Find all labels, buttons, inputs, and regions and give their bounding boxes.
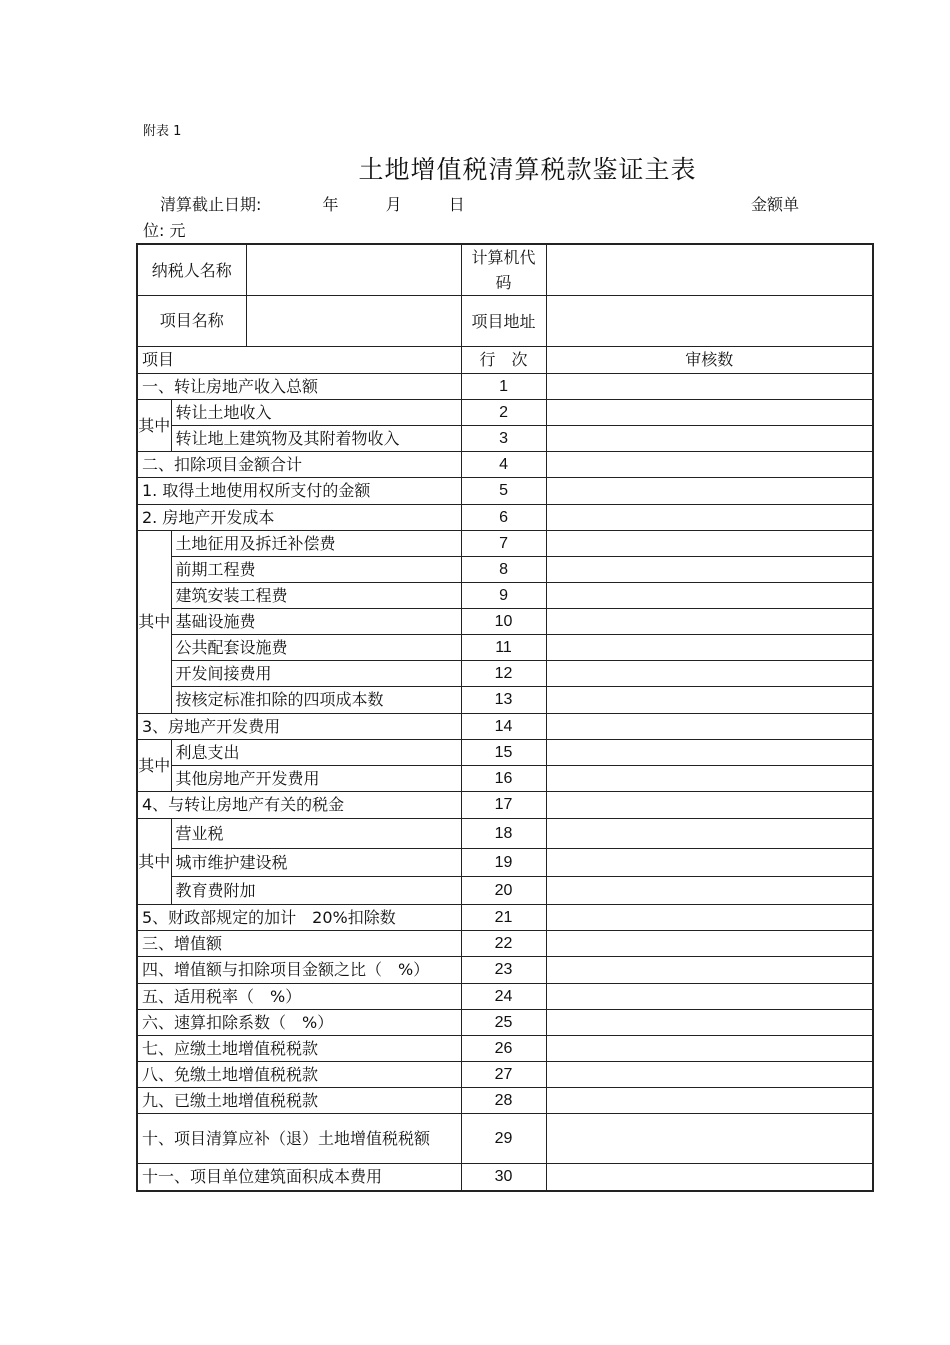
row-number: 22 <box>461 931 546 957</box>
table-row <box>137 905 873 931</box>
project-row <box>137 296 873 347</box>
row-number: 21 <box>461 905 546 931</box>
audit-value-cell[interactable] <box>546 740 873 766</box>
row-label: 3、房地产开发费用 <box>137 714 461 740</box>
row-label: 基础设施费 <box>171 609 461 635</box>
table-row <box>137 819 873 849</box>
row-number: 5 <box>461 478 546 505</box>
table-row <box>137 1036 873 1062</box>
row-label: 转让地上建筑物及其附着物收入 <box>171 426 461 452</box>
row-number: 6 <box>461 505 546 531</box>
computer-code-value[interactable] <box>546 244 873 296</box>
row-label: 转让土地收入 <box>171 400 461 426</box>
audit-value-cell[interactable] <box>546 505 873 531</box>
row-label: 九、已缴土地增值税税款 <box>137 1088 461 1114</box>
audit-value-cell[interactable] <box>546 792 873 819</box>
audit-value-cell[interactable] <box>546 984 873 1010</box>
table-row <box>137 505 873 531</box>
table-row <box>137 400 873 426</box>
row-number: 11 <box>461 635 546 661</box>
row-number: 15 <box>461 740 546 766</box>
table-row <box>137 635 873 661</box>
taxpayer-name-value[interactable] <box>246 244 461 296</box>
row-label: 教育费附加 <box>171 877 461 905</box>
table-row <box>137 931 873 957</box>
amount-unit-label-cont: 位: 元 <box>143 221 186 240</box>
row-number: 27 <box>461 1062 546 1088</box>
audit-value-cell[interactable] <box>546 1036 873 1062</box>
taxpayer-row <box>137 244 873 296</box>
row-label: 四、增值额与扣除项目金额之比（ %） <box>137 957 461 984</box>
project-name-label: 项目名称 <box>137 296 246 347</box>
project-name-value[interactable] <box>246 296 461 347</box>
row-label: 建筑安装工程费 <box>171 583 461 609</box>
table-row <box>137 687 873 714</box>
row-label: 土地征用及拆迁补偿费 <box>171 531 461 557</box>
sub-items-label: 其中 <box>137 400 171 452</box>
row-number: 16 <box>461 766 546 792</box>
table-row <box>137 1062 873 1088</box>
year-label: 年 <box>322 195 339 214</box>
audit-value-cell[interactable] <box>546 583 873 609</box>
table-row <box>137 740 873 766</box>
audit-value-cell[interactable] <box>546 531 873 557</box>
audit-value-cell[interactable] <box>546 1062 873 1088</box>
row-label: 城市维护建设税 <box>171 849 461 877</box>
audit-value-cell[interactable] <box>546 374 873 400</box>
row-number: 26 <box>461 1036 546 1062</box>
row-number: 7 <box>461 531 546 557</box>
row-label: 2. 房地产开发成本 <box>137 505 461 531</box>
row-number: 1 <box>461 374 546 400</box>
audit-value-cell[interactable] <box>546 957 873 984</box>
page-title: 土地增值税清算税款鉴证主表 <box>358 155 697 184</box>
amount-unit-label: 金额单 <box>751 195 800 214</box>
table-row <box>137 984 873 1010</box>
audit-value-cell[interactable] <box>546 905 873 931</box>
day-label: 日 <box>448 195 465 214</box>
row-label: 二、扣除项目金额合计 <box>137 452 461 478</box>
cutoff-date-label: 清算截止日期: <box>160 195 262 214</box>
table-row <box>137 714 873 740</box>
audit-value-cell[interactable] <box>546 849 873 877</box>
row-number: 24 <box>461 984 546 1010</box>
row-label: 三、增值额 <box>137 931 461 957</box>
audit-value-cell[interactable] <box>546 819 873 849</box>
audit-value-cell[interactable] <box>546 877 873 905</box>
row-label: 前期工程费 <box>171 557 461 583</box>
row-label: 4、与转让房地产有关的税金 <box>137 792 461 819</box>
audit-value-cell[interactable] <box>546 1010 873 1036</box>
table-row <box>137 849 873 877</box>
table-row <box>137 583 873 609</box>
table-row <box>137 452 873 478</box>
table-row <box>137 1164 873 1191</box>
row-number: 4 <box>461 452 546 478</box>
column-header-line: 行 次 <box>461 347 546 374</box>
row-label: 六、速算扣除系数（ %） <box>137 1010 461 1036</box>
audit-value-cell[interactable] <box>546 478 873 505</box>
audit-value-cell[interactable] <box>546 557 873 583</box>
row-number: 20 <box>461 877 546 905</box>
row-label: 一、转让房地产收入总额 <box>137 374 461 400</box>
row-number: 23 <box>461 957 546 984</box>
audit-value-cell[interactable] <box>546 609 873 635</box>
audit-value-cell[interactable] <box>546 1114 873 1164</box>
row-label: 5、财政部规定的加计 20%扣除数 <box>137 905 461 931</box>
project-address-label: 项目地址 <box>461 296 546 347</box>
audit-value-cell[interactable] <box>546 687 873 714</box>
sub-items-label: 其中 <box>137 531 171 714</box>
row-number: 12 <box>461 661 546 687</box>
row-number: 2 <box>461 400 546 426</box>
row-label: 利息支出 <box>171 740 461 766</box>
row-label: 营业税 <box>171 819 461 849</box>
computer-code-label: 计算机代码 <box>461 244 546 296</box>
audit-value-cell[interactable] <box>546 661 873 687</box>
table-row <box>137 609 873 635</box>
audit-value-cell[interactable] <box>546 766 873 792</box>
column-header-row <box>137 347 873 374</box>
row-number: 8 <box>461 557 546 583</box>
table-row <box>137 426 873 452</box>
row-label: 开发间接费用 <box>171 661 461 687</box>
audit-value-cell[interactable] <box>546 1164 873 1191</box>
row-number: 19 <box>461 849 546 877</box>
column-header-audit: 审核数 <box>546 347 873 374</box>
table-row <box>137 957 873 984</box>
row-number: 29 <box>461 1114 546 1164</box>
row-number: 3 <box>461 426 546 452</box>
row-label: 七、应缴土地增值税税款 <box>137 1036 461 1062</box>
row-label: 1. 取得土地使用权所支付的金额 <box>137 478 461 505</box>
row-number: 17 <box>461 792 546 819</box>
sub-items-label: 其中 <box>137 740 171 792</box>
row-label: 十、项目清算应补（退）土地增值税税额 <box>137 1114 461 1164</box>
month-label: 月 <box>385 195 402 214</box>
row-label: 十一、项目单位建筑面积成本费用 <box>137 1164 461 1191</box>
row-label: 五、适用税率（ %） <box>137 984 461 1010</box>
row-number: 18 <box>461 819 546 849</box>
row-number: 28 <box>461 1088 546 1114</box>
row-label: 按核定标准扣除的四项成本数 <box>171 687 461 714</box>
audit-value-cell[interactable] <box>546 714 873 740</box>
audit-value-cell[interactable] <box>546 1088 873 1114</box>
row-number: 30 <box>461 1164 546 1191</box>
table-row <box>137 478 873 505</box>
column-header-item: 项目 <box>137 347 461 374</box>
table-row <box>137 1088 873 1114</box>
audit-value-cell[interactable] <box>546 931 873 957</box>
row-number: 13 <box>461 687 546 714</box>
project-address-value[interactable] <box>546 296 873 347</box>
table-row <box>137 374 873 400</box>
audit-value-cell[interactable] <box>546 635 873 661</box>
sub-items-label: 其中 <box>137 819 171 905</box>
cutoff-date-line <box>160 192 465 215</box>
audit-value-cell[interactable] <box>546 452 873 478</box>
table-row <box>137 877 873 905</box>
row-label: 八、免缴土地增值税税款 <box>137 1062 461 1088</box>
verification-table <box>136 243 874 1192</box>
table-row <box>137 661 873 687</box>
audit-value-cell[interactable] <box>546 426 873 452</box>
row-number: 25 <box>461 1010 546 1036</box>
annex-label: 附表 1 <box>143 124 182 139</box>
row-label: 公共配套设施费 <box>171 635 461 661</box>
row-number: 14 <box>461 714 546 740</box>
row-number: 9 <box>461 583 546 609</box>
audit-value-cell[interactable] <box>546 400 873 426</box>
table-row <box>137 792 873 819</box>
table-row <box>137 531 873 557</box>
row-label: 其他房地产开发费用 <box>171 766 461 792</box>
table-row <box>137 1010 873 1036</box>
table-row <box>137 766 873 792</box>
table-row <box>137 1114 873 1164</box>
table-row <box>137 557 873 583</box>
row-number: 10 <box>461 609 546 635</box>
taxpayer-name-label: 纳税人名称 <box>137 244 246 296</box>
